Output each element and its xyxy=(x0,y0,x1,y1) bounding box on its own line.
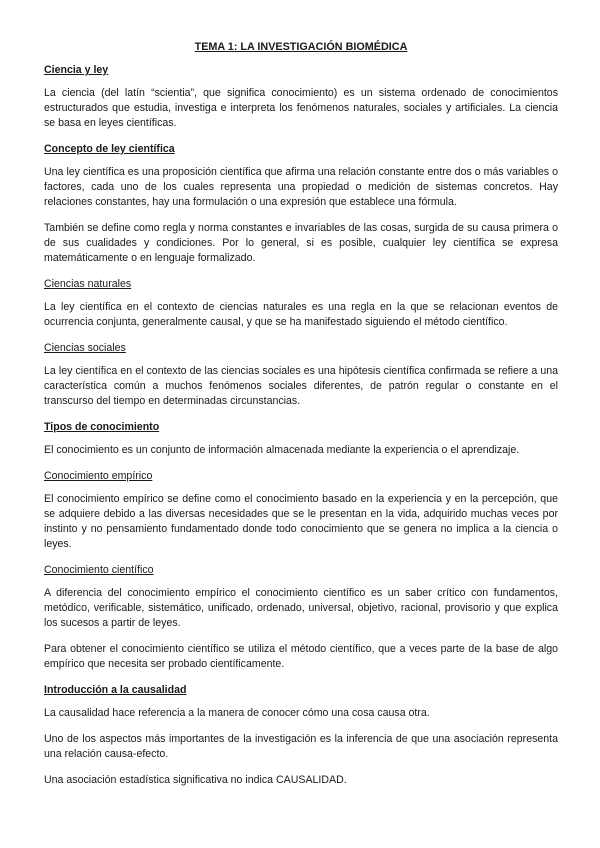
paragraph: También se define como regla y norma constantes e invariables de las cosas, surgida de su causa primera o de sus cualidades y condiciones. Por lo general, si es posible, cualquier ley científica se expresa matemáticamente o en lenguaje formalizado. xyxy=(44,222,558,264)
heading-tipos-conocimiento: Tipos de conocimiento xyxy=(44,421,160,433)
paragraph: El conocimiento empírico se define como el conocimiento basado en la experiencia y en la percepción, que se adquiere debido a las diversas necesidades que se le presentan en la vida, adquirido muchas veces por instinto y no pensamiento fundamentado donde todo conocimiento que se genera no implica a la ciencia o leyes. xyxy=(44,493,558,550)
subheading-ciencias-naturales: Ciencias naturales xyxy=(44,278,132,290)
paragraph: Una asociación estadística significativa no indica CAUSALIDAD. xyxy=(44,774,347,786)
paragraph: La ley científica en el contexto de ciencias naturales es una regla en la que se relacionan eventos de ocurrencia conjunta, generalmente causal, y que se ha manifestado siguiendo el método científico. xyxy=(44,301,558,328)
document-page xyxy=(44,40,558,799)
paragraph: Para obtener el conocimiento científico se utiliza el método científico, que a veces parte de la base de algo empírico que necesita ser probado científicamente. xyxy=(44,643,558,670)
paragraph: El conocimiento es un conjunto de información almacenada mediante la experiencia o el aprendizaje. xyxy=(44,444,520,456)
paragraph: A diferencia del conocimiento empírico el conocimiento científico es un saber crítico con fundamentos, metódico, verificable, sistemático, unificado, ordenado, universal, objetivo, racional, provisorio y que explica los sucesos a partir de leyes. xyxy=(44,587,558,629)
paragraph: Una ley científica es una proposición científica que afirma una relación constante entre dos o más variables o factores, cada uno de los cuales representa una propiedad o medición de sistemas concretos. Hay relaciones constantes, hay una formulación o una expresión que establece una fórmula. xyxy=(44,166,558,208)
subheading-ciencias-sociales: Ciencias sociales xyxy=(44,342,126,354)
paragraph: La ley científica en el contexto de las ciencias sociales es una hipótesis científica confirmada se refiere a una característica común a muchos fenómenos sociales diferentes, de patrón regular o constante en el transcurso del tiempo en determinadas circunstancias. xyxy=(44,365,558,407)
heading-ciencia-y-ley: Ciencia y ley xyxy=(44,64,109,76)
subheading-conocimiento-cientifico: Conocimiento científico xyxy=(44,564,154,576)
subheading-conocimiento-empirico: Conocimiento empírico xyxy=(44,470,153,482)
document-title: TEMA 1: LA INVESTIGACIÓN BIOMÉDICA xyxy=(194,41,408,53)
paragraph: La causalidad hace referencia a la manera de conocer cómo una cosa causa otra. xyxy=(44,707,430,719)
heading-concepto-ley: Concepto de ley científica xyxy=(44,143,175,155)
paragraph: Uno de los aspectos más importantes de la investigación es la inferencia de que una asociación representa una relación causa-efecto. xyxy=(44,733,558,760)
heading-causalidad: Introducción a la causalidad xyxy=(44,684,187,696)
paragraph: La ciencia (del latín “scientia”, que significa conocimiento) es un sistema ordenado de conocimientos estructurados que estudia, investiga e interpreta los fenómenos naturales, sociales y artificiales. La ciencia se basa en leyes científicas. xyxy=(44,87,558,129)
